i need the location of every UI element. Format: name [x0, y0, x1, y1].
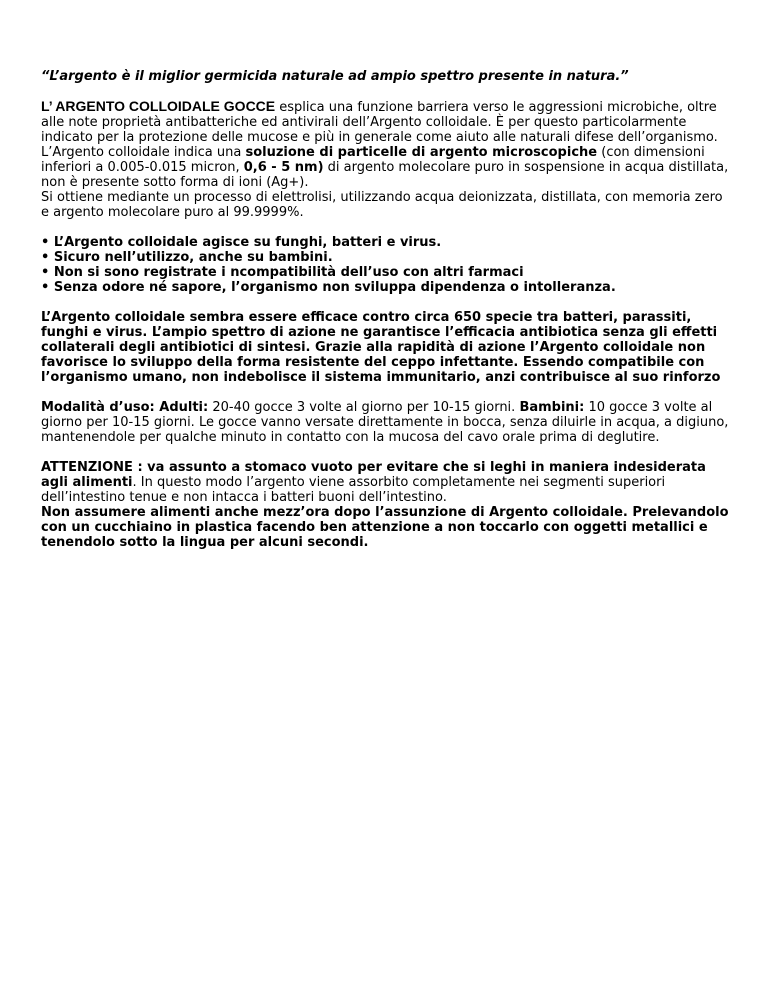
warning-text: . In questo modo l’argento viene assorbito completamente nei segmenti superiori dell’intestino tenue e non intacca i batteri buoni dell’intestino. [41, 475, 666, 505]
definition-text: L’Argento colloidale indica una [41, 145, 246, 160]
benefit-item: • Non si sono registrate i ncompatibilità dell’uso con altri farmaci [41, 265, 524, 280]
benefit-item: • L’Argento colloidale agisce su funghi, batteri e virus. [41, 235, 442, 250]
particle-size: 0,6 - 5 nm) [243, 160, 324, 175]
usage-label: Modalità d’uso: Adulti: [41, 400, 209, 415]
efficacy-paragraph: L’Argento colloidale sembra essere efficace contro circa 650 specie tra batteri, parassiti, funghi e virus. L’ampio spettro di azione ne garantisce l’efficacia antibiotica senza gli effetti collaterali degli antibiotici di sintesi. Grazie alla rapidità di azione l’Argento colloidale non favorisce lo sviluppo della forma resistente del ceppo infettante. Essendo compatibile con l’organismo umano, non indebolisce il sistema immunitario, anzi contribuisce al suo rinforzo [41, 310, 721, 385]
product-heading: L’ ARGENTO COLLOIDALE GOCCE [41, 98, 276, 114]
definition-text-2: (con dimensioni inferiori a 0.005-0.015 micron, [41, 145, 705, 175]
usage-paragraph [41, 400, 731, 445]
benefit-item: • Sicuro nell’utilizzo, anche su bambini. [41, 250, 333, 265]
warning-bold: ATTENZIONE : va assunto a stomaco vuoto per evitare che si leghi in maniera indesiderata agli alimenti [41, 460, 706, 490]
warning-paragraph [41, 460, 731, 505]
opening-quote: “L’argento è il miglior germicida naturale ad ampio spettro presente in natura.” [41, 69, 629, 84]
intro-paragraph [41, 99, 731, 145]
warning-instructions: Non assumere alimenti anche mezz’ora dopo l’assunzione di Argento colloidale. Prelevandolo con un cucchiaino in plastica facendo ben attenzione a non toccarlo con oggetti metallici e tenendolo sotto la lingua per alcuni secondi. [41, 505, 729, 550]
benefits-list [41, 235, 731, 295]
benefit-item: • Senza odore né sapore, l’organismo non sviluppa dipendenza o intolleranza. [41, 280, 616, 295]
definition-text-3: di argento molecolare puro in sospensione in acqua distillata, non è presente sotto forma di ioni (Ag+). [41, 160, 729, 190]
usage-children: 10 gocce 3 volte al giorno per 10-15 giorni. Le gocce vanno versate direttamente in bocca, senza diluirle in acqua, a digiuno, mantenendole per qualche minuto in contatto con la mucosa del cavo orale prima di deglutire. [41, 400, 729, 445]
definition-paragraph [41, 145, 731, 190]
usage-children-label: Bambini: [519, 400, 585, 415]
production-paragraph: Si ottiene mediante un processo di elettrolisi, utilizzando acqua deionizzata, distillata, con memoria zero e argento molecolare puro al 99.9999%. [41, 190, 723, 220]
intro-section [41, 99, 731, 220]
warning-section [41, 460, 731, 550]
definition-bold: soluzione di particelle di argento microscopiche [245, 145, 598, 160]
intro-text: esplica una funzione barriera verso le aggressioni microbiche, oltre alle note proprietà antibatteriche ed antivirali dell’Argento colloidale. È per questo particolarmente indicato per la protezione delle mucose e più in generale come aiuto alle naturali difese dell’organismo. [41, 100, 718, 145]
usage-adults: 20-40 gocce 3 volte al giorno per 10-15 giorni. [208, 400, 520, 415]
document-body [41, 69, 731, 550]
